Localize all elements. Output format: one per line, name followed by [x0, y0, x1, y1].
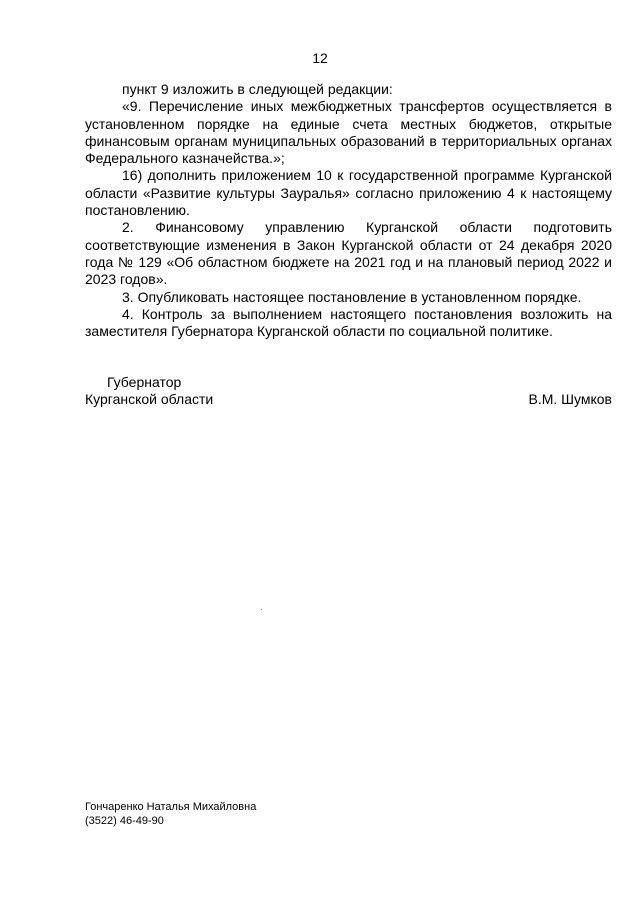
- signature-block: [85, 374, 612, 409]
- signatory-title-line2: Курганской области: [85, 391, 214, 408]
- page-number: 12: [312, 50, 328, 66]
- paragraph-item-16: 16) дополнить приложением 10 к государственной программе Курганской области «Развитие культуры Зауралья» согласно приложению 4 к настоящему постановлению.: [85, 167, 612, 219]
- paragraph-clause-9-text: «9. Перечисление иных межбюджетных трансфертов осуществляется в установленном порядке на единые счета местных бюджетов, открытые финансовым органам муниципальных образований в территориальных органах Федерального казначейства.»;: [85, 98, 612, 167]
- paragraph-clause-9-intro: пункт 9 изложить в следующей редакции:: [122, 81, 393, 97]
- paragraph-item-4: 4. Контроль за выполнением настоящего постановления возложить на заместителя Губернатора Курганской области по социальной политике.: [85, 305, 612, 340]
- executor-name: Гончаренко Наталья Михайловна: [85, 801, 257, 813]
- paragraph-item-3: 3. Опубликовать настоящее постановление в установленном порядке.: [122, 288, 582, 305]
- document-body: [85, 81, 612, 340]
- scan-speck: [261, 609, 262, 610]
- executor-block: [85, 801, 256, 828]
- signatory-name: В.М. Шумков: [528, 391, 612, 407]
- executor-phone: (3522) 46-49-90: [85, 814, 164, 827]
- paragraph-item-2: 2. Финансовому управлению Курганской области подготовить соответствующие изменения в Закон Курганской области от 24 декабря 2020 года № 129 «Об областном бюджете на 2021 год и на плановый период 2022 и 2023 годов».: [85, 219, 612, 288]
- signatory-title-line1: Губернатор: [107, 374, 182, 390]
